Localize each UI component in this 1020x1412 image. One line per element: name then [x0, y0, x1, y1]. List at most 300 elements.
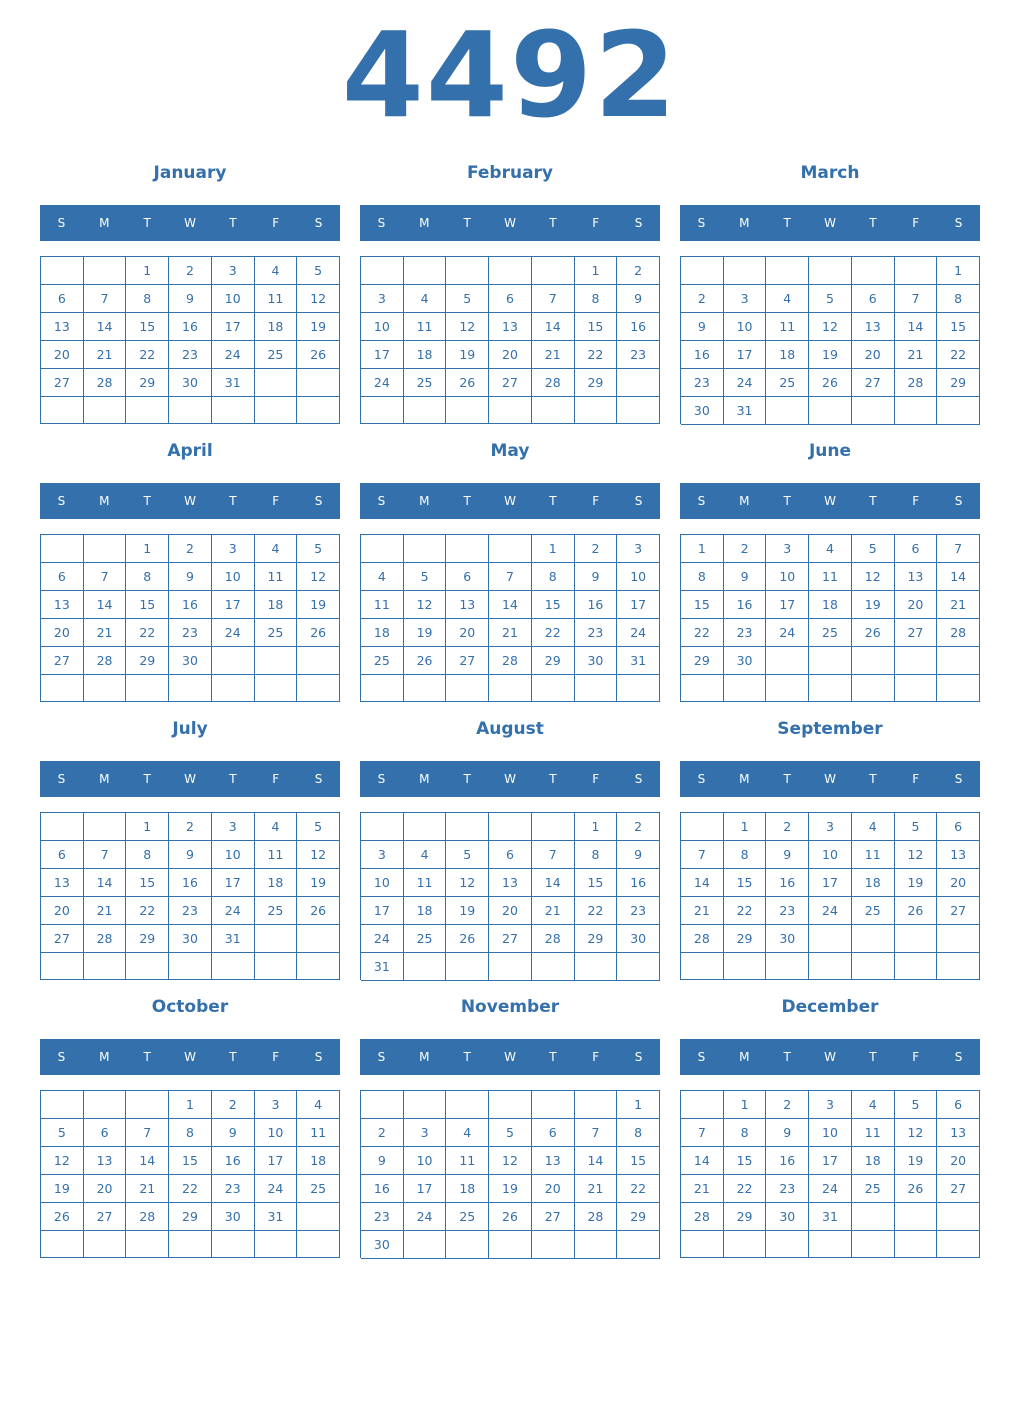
weekday-label: S: [57, 216, 66, 230]
day-cell: 10: [617, 563, 660, 591]
day-cell: 27: [41, 647, 84, 675]
empty-day-cell: [766, 1231, 809, 1258]
day-cell: 25: [255, 897, 298, 925]
day-cell: 21: [84, 341, 127, 369]
day-cell: 13: [41, 869, 84, 897]
day-cell: 22: [532, 619, 575, 647]
weekday-label: T: [869, 216, 877, 230]
empty-day-cell: [84, 1231, 127, 1258]
day-cell: 18: [852, 869, 895, 897]
month-name: June: [808, 441, 852, 461]
month-name: August: [476, 719, 544, 739]
day-cell: 22: [681, 619, 724, 647]
empty-day-cell: [724, 675, 767, 702]
empty-day-cell: [724, 1231, 767, 1258]
day-cell: 8: [126, 841, 169, 869]
day-cell: 26: [446, 925, 489, 953]
day-cell: 4: [852, 1091, 895, 1119]
empty-day-cell: [532, 953, 575, 981]
day-cell: 10: [361, 869, 404, 897]
empty-day-cell: [404, 813, 447, 841]
weekday-label: S: [377, 1050, 386, 1064]
empty-day-cell: [361, 675, 404, 702]
empty-day-cell: [212, 953, 255, 980]
weekday-label: T: [783, 494, 791, 508]
empty-day-cell: [297, 397, 340, 424]
day-grid: [680, 534, 980, 702]
weekday-label: M: [739, 216, 750, 230]
weekday-label: W: [504, 772, 516, 786]
weekday-label: S: [314, 494, 323, 508]
day-cell: 17: [809, 1147, 852, 1175]
day-cell: 11: [404, 313, 447, 341]
day-cell: 12: [404, 591, 447, 619]
empty-day-cell: [575, 675, 618, 702]
day-cell: 17: [766, 591, 809, 619]
day-cell: 21: [681, 897, 724, 925]
weekday-label: F: [272, 216, 280, 230]
weekday-label: W: [184, 1050, 196, 1064]
day-cell: 24: [404, 1203, 447, 1231]
empty-day-cell: [937, 675, 980, 702]
day-cell: 26: [489, 1203, 532, 1231]
day-cell: 27: [446, 647, 489, 675]
day-cell: 1: [126, 535, 169, 563]
empty-day-cell: [895, 647, 938, 675]
empty-day-cell: [895, 925, 938, 953]
empty-day-cell: [41, 675, 84, 702]
empty-day-cell: [255, 369, 298, 397]
day-cell: 16: [724, 591, 767, 619]
month-name: December: [781, 997, 879, 1017]
day-cell: 10: [766, 563, 809, 591]
weekday-header: [360, 1039, 660, 1075]
day-cell: 22: [937, 341, 980, 369]
day-cell: 2: [169, 257, 212, 285]
day-cell: 2: [169, 813, 212, 841]
day-cell: 19: [852, 591, 895, 619]
day-cell: 25: [404, 369, 447, 397]
day-cell: 23: [681, 369, 724, 397]
day-cell: 23: [617, 341, 660, 369]
day-cell: 6: [852, 285, 895, 313]
weekday-label: W: [824, 216, 836, 230]
weekday-label: M: [419, 1050, 430, 1064]
day-cell: 27: [41, 369, 84, 397]
empty-day-cell: [809, 925, 852, 953]
day-cell: 22: [126, 897, 169, 925]
day-cell: 18: [255, 591, 298, 619]
weekday-label: T: [549, 772, 557, 786]
empty-day-cell: [724, 257, 767, 285]
day-cell: 6: [41, 285, 84, 313]
day-grid: [680, 1090, 980, 1258]
weekday-header: [40, 483, 340, 519]
weekday-label: S: [954, 216, 963, 230]
day-cell: 1: [532, 535, 575, 563]
empty-day-cell: [895, 1203, 938, 1231]
day-cell: 11: [255, 841, 298, 869]
day-cell: 4: [446, 1119, 489, 1147]
empty-day-cell: [84, 397, 127, 424]
day-cell: 16: [617, 869, 660, 897]
day-cell: 29: [126, 369, 169, 397]
day-cell: 27: [937, 897, 980, 925]
empty-day-cell: [532, 1231, 575, 1259]
weekday-label: W: [184, 216, 196, 230]
empty-day-cell: [126, 953, 169, 980]
month-name: September: [777, 719, 883, 739]
day-cell: 14: [84, 869, 127, 897]
empty-day-cell: [766, 675, 809, 702]
day-cell: 11: [361, 591, 404, 619]
empty-day-cell: [446, 397, 489, 424]
day-cell: 21: [532, 897, 575, 925]
day-cell: 31: [809, 1203, 852, 1231]
day-cell: 1: [937, 257, 980, 285]
weekday-label: T: [463, 772, 471, 786]
day-cell: 14: [532, 313, 575, 341]
day-cell: 17: [361, 897, 404, 925]
day-cell: 29: [532, 647, 575, 675]
empty-day-cell: [489, 1231, 532, 1259]
weekday-header: [40, 761, 340, 797]
day-cell: 9: [575, 563, 618, 591]
day-cell: 14: [532, 869, 575, 897]
empty-day-cell: [724, 953, 767, 980]
weekday-header: [680, 205, 980, 241]
day-cell: 5: [446, 841, 489, 869]
day-cell: 8: [617, 1119, 660, 1147]
day-cell: 12: [852, 563, 895, 591]
day-cell: 29: [617, 1203, 660, 1231]
empty-day-cell: [169, 1231, 212, 1258]
day-cell: 5: [41, 1119, 84, 1147]
day-cell: 28: [937, 619, 980, 647]
day-cell: 17: [361, 341, 404, 369]
empty-day-cell: [895, 1231, 938, 1258]
day-cell: 15: [617, 1147, 660, 1175]
day-cell: 28: [489, 647, 532, 675]
day-cell: 17: [617, 591, 660, 619]
day-cell: 26: [404, 647, 447, 675]
day-cell: 19: [41, 1175, 84, 1203]
day-cell: 13: [852, 313, 895, 341]
day-cell: 31: [212, 369, 255, 397]
day-cell: 22: [617, 1175, 660, 1203]
day-cell: 12: [446, 313, 489, 341]
day-cell: 8: [126, 285, 169, 313]
day-cell: 1: [169, 1091, 212, 1119]
empty-day-cell: [575, 1091, 618, 1119]
day-cell: 15: [681, 591, 724, 619]
empty-day-cell: [489, 1091, 532, 1119]
day-cell: 15: [724, 1147, 767, 1175]
day-cell: 7: [681, 1119, 724, 1147]
empty-day-cell: [41, 397, 84, 424]
day-cell: 30: [724, 647, 767, 675]
empty-day-cell: [255, 397, 298, 424]
weekday-label: W: [824, 494, 836, 508]
day-cell: 24: [361, 925, 404, 953]
weekday-label: F: [592, 1050, 600, 1064]
empty-day-cell: [361, 1091, 404, 1119]
empty-day-cell: [297, 369, 340, 397]
weekday-label: M: [739, 772, 750, 786]
day-cell: 18: [766, 341, 809, 369]
day-cell: 25: [255, 341, 298, 369]
day-cell: 28: [681, 1203, 724, 1231]
weekday-label: M: [99, 772, 110, 786]
day-cell: 2: [617, 813, 660, 841]
empty-day-cell: [766, 257, 809, 285]
empty-day-cell: [446, 953, 489, 981]
day-cell: 5: [297, 257, 340, 285]
empty-day-cell: [575, 397, 618, 424]
weekday-label: T: [229, 772, 237, 786]
weekday-label: F: [912, 494, 920, 508]
weekday-header: [680, 1039, 980, 1075]
day-cell: 29: [724, 925, 767, 953]
day-cell: 14: [126, 1147, 169, 1175]
day-cell: 10: [809, 1119, 852, 1147]
empty-day-cell: [404, 675, 447, 702]
weekday-label: S: [57, 494, 66, 508]
weekday-label: F: [592, 494, 600, 508]
empty-day-cell: [255, 675, 298, 702]
day-cell: 10: [724, 313, 767, 341]
day-cell: 11: [255, 563, 298, 591]
weekday-label: S: [634, 1050, 643, 1064]
weekday-label: T: [143, 1050, 151, 1064]
weekday-label: W: [824, 772, 836, 786]
empty-day-cell: [852, 1231, 895, 1258]
weekday-header: [360, 205, 660, 241]
empty-day-cell: [575, 953, 618, 981]
weekday-header: [680, 761, 980, 797]
weekday-label: M: [739, 1050, 750, 1064]
day-cell: 9: [169, 841, 212, 869]
day-cell: 1: [126, 813, 169, 841]
day-cell: 16: [212, 1147, 255, 1175]
day-cell: 31: [617, 647, 660, 675]
day-cell: 27: [84, 1203, 127, 1231]
weekday-label: S: [954, 1050, 963, 1064]
day-cell: 28: [126, 1203, 169, 1231]
day-cell: 25: [766, 369, 809, 397]
day-cell: 3: [212, 535, 255, 563]
empty-day-cell: [446, 675, 489, 702]
day-cell: 19: [489, 1175, 532, 1203]
day-cell: 18: [255, 869, 298, 897]
weekday-label: T: [229, 1050, 237, 1064]
empty-day-cell: [297, 675, 340, 702]
day-cell: 17: [404, 1175, 447, 1203]
day-cell: 19: [809, 341, 852, 369]
day-cell: 7: [532, 841, 575, 869]
day-cell: 2: [575, 535, 618, 563]
day-cell: 17: [255, 1147, 298, 1175]
empty-day-cell: [895, 953, 938, 980]
day-cell: 14: [681, 1147, 724, 1175]
day-cell: 22: [575, 341, 618, 369]
day-cell: 9: [724, 563, 767, 591]
empty-day-cell: [852, 397, 895, 425]
day-cell: 26: [895, 1175, 938, 1203]
empty-day-cell: [852, 1203, 895, 1231]
day-cell: 7: [895, 285, 938, 313]
weekday-label: T: [229, 494, 237, 508]
weekday-label: T: [463, 1050, 471, 1064]
empty-day-cell: [852, 925, 895, 953]
day-cell: 5: [895, 1091, 938, 1119]
day-cell: 31: [361, 953, 404, 981]
day-cell: 7: [532, 285, 575, 313]
empty-day-cell: [41, 1231, 84, 1258]
empty-day-cell: [681, 675, 724, 702]
day-cell: 20: [489, 341, 532, 369]
day-cell: 5: [297, 535, 340, 563]
day-cell: 11: [852, 1119, 895, 1147]
day-cell: 15: [532, 591, 575, 619]
weekday-header: [360, 483, 660, 519]
empty-day-cell: [212, 647, 255, 675]
day-cell: 16: [766, 869, 809, 897]
day-cell: 18: [255, 313, 298, 341]
day-cell: 15: [575, 869, 618, 897]
day-cell: 20: [937, 1147, 980, 1175]
day-cell: 10: [212, 563, 255, 591]
weekday-label: T: [463, 494, 471, 508]
day-cell: 4: [361, 563, 404, 591]
weekday-header: [680, 483, 980, 519]
day-cell: 16: [575, 591, 618, 619]
weekday-label: W: [504, 216, 516, 230]
day-cell: 25: [852, 897, 895, 925]
day-cell: 2: [361, 1119, 404, 1147]
day-cell: 30: [681, 397, 724, 425]
day-cell: 17: [212, 869, 255, 897]
empty-day-cell: [297, 1231, 340, 1258]
weekday-label: T: [549, 216, 557, 230]
day-cell: 13: [895, 563, 938, 591]
empty-day-cell: [446, 535, 489, 563]
day-cell: 16: [169, 869, 212, 897]
day-cell: 29: [937, 369, 980, 397]
day-cell: 18: [404, 341, 447, 369]
day-grid: [360, 812, 660, 980]
day-cell: 20: [895, 591, 938, 619]
day-cell: 12: [297, 285, 340, 313]
day-cell: 3: [809, 813, 852, 841]
day-cell: 30: [169, 925, 212, 953]
day-cell: 15: [575, 313, 618, 341]
day-cell: 29: [724, 1203, 767, 1231]
day-cell: 23: [169, 619, 212, 647]
day-cell: 26: [895, 897, 938, 925]
day-cell: 28: [681, 925, 724, 953]
day-cell: 31: [212, 925, 255, 953]
day-cell: 8: [532, 563, 575, 591]
day-cell: 17: [212, 591, 255, 619]
empty-day-cell: [809, 675, 852, 702]
empty-day-cell: [255, 953, 298, 980]
day-cell: 25: [255, 619, 298, 647]
day-cell: 30: [617, 925, 660, 953]
day-cell: 23: [766, 1175, 809, 1203]
empty-day-cell: [809, 953, 852, 980]
day-cell: 19: [446, 341, 489, 369]
empty-day-cell: [532, 813, 575, 841]
empty-day-cell: [895, 257, 938, 285]
empty-day-cell: [126, 397, 169, 424]
day-cell: 27: [852, 369, 895, 397]
weekday-label: M: [739, 494, 750, 508]
weekday-header: [40, 205, 340, 241]
day-cell: 2: [681, 285, 724, 313]
empty-day-cell: [681, 1091, 724, 1119]
day-cell: 6: [937, 1091, 980, 1119]
day-cell: 25: [852, 1175, 895, 1203]
day-cell: 1: [724, 1091, 767, 1119]
day-cell: 5: [404, 563, 447, 591]
day-cell: 10: [255, 1119, 298, 1147]
day-cell: 18: [404, 897, 447, 925]
day-cell: 13: [489, 313, 532, 341]
day-grid: [40, 812, 340, 980]
day-cell: 24: [809, 897, 852, 925]
month-name: January: [153, 163, 227, 183]
day-cell: 11: [255, 285, 298, 313]
day-cell: 28: [575, 1203, 618, 1231]
empty-day-cell: [446, 257, 489, 285]
day-cell: 16: [766, 1147, 809, 1175]
day-cell: 25: [404, 925, 447, 953]
day-cell: 8: [575, 841, 618, 869]
weekday-label: F: [592, 772, 600, 786]
day-cell: 31: [255, 1203, 298, 1231]
weekday-label: M: [99, 216, 110, 230]
day-cell: 24: [361, 369, 404, 397]
empty-day-cell: [617, 1231, 660, 1259]
month-name: March: [800, 163, 860, 183]
day-cell: 9: [617, 841, 660, 869]
day-cell: 1: [617, 1091, 660, 1119]
day-cell: 7: [84, 285, 127, 313]
empty-day-cell: [404, 953, 447, 981]
day-grid: [40, 534, 340, 702]
day-cell: 23: [169, 341, 212, 369]
day-cell: 25: [446, 1203, 489, 1231]
day-cell: 21: [575, 1175, 618, 1203]
day-cell: 17: [212, 313, 255, 341]
day-cell: 11: [404, 869, 447, 897]
day-cell: 20: [489, 897, 532, 925]
empty-day-cell: [532, 257, 575, 285]
weekday-label: S: [57, 772, 66, 786]
day-cell: 24: [617, 619, 660, 647]
day-cell: 16: [617, 313, 660, 341]
day-cell: 4: [852, 813, 895, 841]
empty-day-cell: [41, 257, 84, 285]
day-cell: 3: [255, 1091, 298, 1119]
day-cell: 29: [575, 369, 618, 397]
empty-day-cell: [489, 675, 532, 702]
day-cell: 3: [212, 813, 255, 841]
empty-day-cell: [532, 1091, 575, 1119]
day-cell: 4: [255, 257, 298, 285]
day-cell: 24: [766, 619, 809, 647]
